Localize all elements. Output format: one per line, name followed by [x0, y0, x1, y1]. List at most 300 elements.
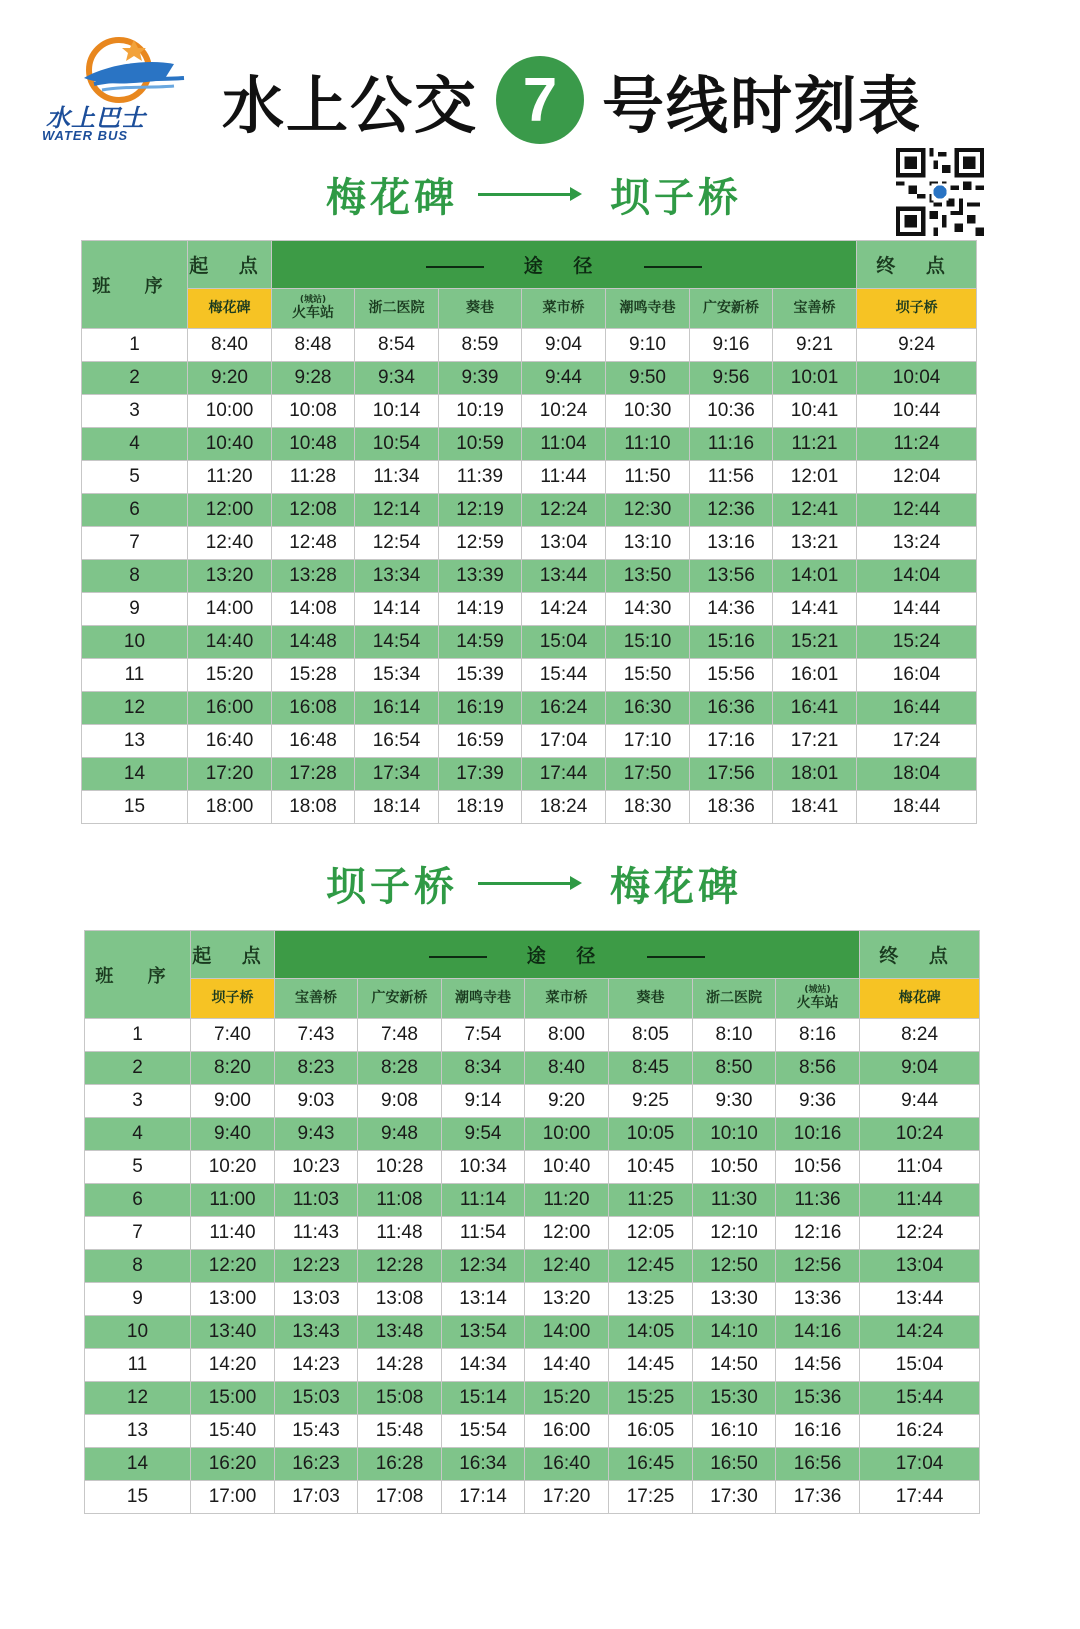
time-cell: 13:04: [860, 1250, 980, 1283]
time-cell: 12:24: [522, 494, 606, 527]
time-cell: 17:00: [191, 1481, 275, 1514]
time-cell: 14:24: [860, 1316, 980, 1349]
time-cell: 14:56: [776, 1349, 860, 1382]
time-cell: 13:56: [690, 560, 773, 593]
trip-number-cell: 1: [82, 329, 188, 362]
time-cell: 14:50: [693, 1349, 776, 1382]
time-cell: 9:16: [690, 329, 773, 362]
time-cell: 14:20: [191, 1349, 275, 1382]
time-cell: 10:23: [275, 1151, 358, 1184]
time-cell: 16:08: [272, 692, 355, 725]
station-header: [857, 289, 977, 329]
time-cell: 14:16: [776, 1316, 860, 1349]
time-cell: 7:54: [442, 1019, 525, 1052]
time-cell: 12:54: [355, 527, 439, 560]
table-row: [82, 791, 977, 824]
time-cell: 13:08: [358, 1283, 442, 1316]
table-row: [82, 659, 977, 692]
table-row: [82, 494, 977, 527]
station-header: [606, 289, 690, 329]
time-cell: 15:44: [860, 1382, 980, 1415]
title-left: 水上公交: [222, 68, 479, 142]
time-cell: 11:25: [609, 1184, 693, 1217]
time-cell: 18:36: [690, 791, 773, 824]
time-cell: 12:19: [439, 494, 522, 527]
time-cell: 16:00: [188, 692, 272, 725]
table-row: [82, 593, 977, 626]
station-name: 菜市桥: [545, 989, 588, 1006]
time-cell: 13:30: [693, 1283, 776, 1316]
time-cell: 15:44: [522, 659, 606, 692]
time-cell: 14:48: [272, 626, 355, 659]
time-cell: 16:50: [693, 1448, 776, 1481]
time-cell: 12:45: [609, 1250, 693, 1283]
time-cell: 18:41: [773, 791, 857, 824]
time-cell: 12:48: [272, 527, 355, 560]
time-cell: 17:56: [690, 758, 773, 791]
via-header: [275, 931, 860, 979]
time-cell: 9:56: [690, 362, 773, 395]
time-cell: 10:41: [773, 395, 857, 428]
time-cell: 16:05: [609, 1415, 693, 1448]
time-cell: 15:04: [522, 626, 606, 659]
time-cell: 9:39: [439, 362, 522, 395]
time-cell: 11:10: [606, 428, 690, 461]
time-cell: 9:14: [442, 1085, 525, 1118]
time-cell: 9:50: [606, 362, 690, 395]
table-row: [85, 1349, 980, 1382]
start-header: 起 点: [191, 931, 275, 979]
table-row: [85, 1052, 980, 1085]
time-cell: 14:28: [358, 1349, 442, 1382]
time-cell: 11:39: [439, 461, 522, 494]
time-cell: 9:40: [191, 1118, 275, 1151]
time-cell: 11:36: [776, 1184, 860, 1217]
time-cell: 8:48: [272, 329, 355, 362]
time-cell: 17:14: [442, 1481, 525, 1514]
time-cell: 18:04: [857, 758, 977, 791]
time-cell: 18:30: [606, 791, 690, 824]
time-cell: 9:30: [693, 1085, 776, 1118]
time-cell: 14:59: [439, 626, 522, 659]
time-cell: 13:14: [442, 1283, 525, 1316]
time-cell: 15:54: [442, 1415, 525, 1448]
time-cell: 12:40: [525, 1250, 609, 1283]
time-cell: 13:16: [690, 527, 773, 560]
trip-number-cell: 8: [85, 1250, 191, 1283]
trip-number-cell: 14: [82, 758, 188, 791]
time-cell: 14:41: [773, 593, 857, 626]
time-cell: 7:40: [191, 1019, 275, 1052]
time-cell: 10:40: [525, 1151, 609, 1184]
station-name: 坝子桥: [211, 989, 254, 1006]
time-cell: 12:30: [606, 494, 690, 527]
time-cell: 13:40: [191, 1316, 275, 1349]
table-row: [82, 395, 977, 428]
time-cell: 10:44: [857, 395, 977, 428]
time-cell: 12:56: [776, 1250, 860, 1283]
station-header: [522, 289, 606, 329]
seq-header: 班 序: [82, 241, 188, 329]
time-cell: 13:24: [857, 527, 977, 560]
time-cell: 12:24: [860, 1217, 980, 1250]
time-cell: 16:40: [188, 725, 272, 758]
trip-number-cell: 9: [82, 593, 188, 626]
time-cell: 15:24: [857, 626, 977, 659]
table-row: [85, 1382, 980, 1415]
time-cell: 11:28: [272, 461, 355, 494]
time-cell: 15:43: [275, 1415, 358, 1448]
time-cell: 18:00: [188, 791, 272, 824]
time-cell: 13:21: [773, 527, 857, 560]
time-cell: 8:59: [439, 329, 522, 362]
via-dash-right: [647, 956, 705, 958]
time-cell: 16:45: [609, 1448, 693, 1481]
time-cell: 12:44: [857, 494, 977, 527]
time-cell: 15:39: [439, 659, 522, 692]
time-cell: 13:20: [525, 1283, 609, 1316]
table-row: [82, 461, 977, 494]
time-cell: 16:00: [525, 1415, 609, 1448]
station-name: 潮鸣寺巷: [455, 989, 511, 1006]
time-cell: 15:20: [525, 1382, 609, 1415]
timetable-direction-2: [84, 930, 980, 1514]
route-arrow-icon: [478, 193, 578, 196]
time-cell: 18:19: [439, 791, 522, 824]
time-cell: 12:10: [693, 1217, 776, 1250]
time-cell: 9:21: [773, 329, 857, 362]
seq-header: 班 序: [85, 931, 191, 1019]
table-row: [85, 1415, 980, 1448]
table-row: [85, 1316, 980, 1349]
time-cell: 10:10: [693, 1118, 776, 1151]
station-header: [439, 289, 522, 329]
time-cell: 9:20: [525, 1085, 609, 1118]
station-name: 浙二医院: [368, 299, 425, 316]
station-sub-label: (城站): [804, 984, 831, 995]
time-cell: 11:04: [522, 428, 606, 461]
time-cell: 17:30: [693, 1481, 776, 1514]
trip-number-cell: 10: [85, 1316, 191, 1349]
time-cell: 17:16: [690, 725, 773, 758]
time-cell: 13:54: [442, 1316, 525, 1349]
time-cell: 17:03: [275, 1481, 358, 1514]
time-cell: 18:14: [355, 791, 439, 824]
trip-number-cell: 11: [85, 1349, 191, 1382]
time-cell: 13:50: [606, 560, 690, 593]
time-cell: 13:28: [272, 560, 355, 593]
station-name: 葵巷: [466, 299, 494, 316]
time-cell: 17:44: [522, 758, 606, 791]
trip-number-cell: 11: [82, 659, 188, 692]
trip-number-cell: 12: [85, 1382, 191, 1415]
station-name: 广安新桥: [703, 299, 759, 316]
time-cell: 9:34: [355, 362, 439, 395]
time-cell: 13:48: [358, 1316, 442, 1349]
station-header: [358, 979, 442, 1019]
trip-number-cell: 13: [85, 1415, 191, 1448]
boat-icon: [24, 28, 194, 108]
table-row: [82, 626, 977, 659]
table-row: [85, 1283, 980, 1316]
time-cell: 11:16: [690, 428, 773, 461]
trip-number-cell: 8: [82, 560, 188, 593]
time-cell: 10:00: [188, 395, 272, 428]
time-cell: 12:01: [773, 461, 857, 494]
time-cell: 11:20: [525, 1184, 609, 1217]
time-cell: 13:34: [355, 560, 439, 593]
time-cell: 15:36: [776, 1382, 860, 1415]
time-cell: 17:10: [606, 725, 690, 758]
trip-number-cell: 3: [82, 395, 188, 428]
time-cell: 15:14: [442, 1382, 525, 1415]
station-sub-label: (城站): [299, 294, 327, 305]
time-cell: 15:03: [275, 1382, 358, 1415]
time-cell: 8:45: [609, 1052, 693, 1085]
time-cell: 15:30: [693, 1382, 776, 1415]
time-cell: 10:14: [355, 395, 439, 428]
time-cell: 17:44: [860, 1481, 980, 1514]
time-cell: 16:24: [522, 692, 606, 725]
time-cell: 13:25: [609, 1283, 693, 1316]
time-cell: 8:40: [525, 1052, 609, 1085]
station-header: [275, 979, 358, 1019]
table-row: [85, 1217, 980, 1250]
time-cell: 15:56: [690, 659, 773, 692]
time-cell: 12:50: [693, 1250, 776, 1283]
route-from: 坝子桥: [326, 863, 458, 910]
time-cell: 16:40: [525, 1448, 609, 1481]
time-cell: 17:04: [860, 1448, 980, 1481]
time-cell: 16:34: [442, 1448, 525, 1481]
time-cell: 17:36: [776, 1481, 860, 1514]
station-header-row: [82, 289, 977, 329]
time-cell: 11:24: [857, 428, 977, 461]
time-cell: 15:04: [860, 1349, 980, 1382]
time-cell: 15:20: [188, 659, 272, 692]
time-cell: 12:36: [690, 494, 773, 527]
time-cell: 13:10: [606, 527, 690, 560]
time-cell: 14:23: [275, 1349, 358, 1382]
time-cell: 10:16: [776, 1118, 860, 1151]
route-from: 梅花碑: [326, 174, 458, 221]
time-cell: 11:08: [358, 1184, 442, 1217]
station-header: [609, 979, 693, 1019]
station-name: 宝善桥: [793, 299, 836, 316]
time-cell: 11:00: [191, 1184, 275, 1217]
time-cell: 13:39: [439, 560, 522, 593]
time-cell: 10:19: [439, 395, 522, 428]
time-cell: 11:44: [522, 461, 606, 494]
trip-number-cell: 1: [85, 1019, 191, 1052]
time-cell: 17:20: [525, 1481, 609, 1514]
table-row: [85, 1019, 980, 1052]
time-cell: 12:14: [355, 494, 439, 527]
end-header: 终 点: [857, 241, 977, 289]
time-cell: 11:50: [606, 461, 690, 494]
trip-number-cell: 6: [82, 494, 188, 527]
time-cell: 16:28: [358, 1448, 442, 1481]
time-cell: 15:28: [272, 659, 355, 692]
via-label: 途 径: [526, 945, 608, 967]
logo-chinese-text: 水上巴士: [46, 103, 146, 132]
via-dash-right: [644, 266, 702, 268]
time-cell: 14:10: [693, 1316, 776, 1349]
time-cell: 15:00: [191, 1382, 275, 1415]
time-cell: 9:44: [860, 1085, 980, 1118]
time-cell: 17:39: [439, 758, 522, 791]
time-cell: 10:01: [773, 362, 857, 395]
time-cell: 10:54: [355, 428, 439, 461]
time-cell: 14:05: [609, 1316, 693, 1349]
time-cell: 14:40: [188, 626, 272, 659]
time-cell: 9:04: [522, 329, 606, 362]
time-cell: 9:04: [860, 1052, 980, 1085]
start-header: 起 点: [188, 241, 272, 289]
time-cell: 8:40: [188, 329, 272, 362]
time-cell: 8:05: [609, 1019, 693, 1052]
water-bus-logo: [24, 28, 194, 143]
station-header: [776, 979, 860, 1019]
time-cell: 11:56: [690, 461, 773, 494]
time-cell: 16:14: [355, 692, 439, 725]
time-cell: 15:16: [690, 626, 773, 659]
time-cell: 13:44: [860, 1283, 980, 1316]
time-cell: 10:28: [358, 1151, 442, 1184]
time-cell: 11:21: [773, 428, 857, 461]
trip-number-cell: 2: [82, 362, 188, 395]
time-cell: 16:48: [272, 725, 355, 758]
time-cell: 8:00: [525, 1019, 609, 1052]
time-cell: 11:40: [191, 1217, 275, 1250]
table-row: [82, 527, 977, 560]
time-cell: 16:30: [606, 692, 690, 725]
time-cell: 8:28: [358, 1052, 442, 1085]
time-cell: 13:00: [191, 1283, 275, 1316]
title-right: 号线时刻表: [602, 68, 923, 142]
via-header: [272, 241, 857, 289]
time-cell: 9:48: [358, 1118, 442, 1151]
time-cell: 13:03: [275, 1283, 358, 1316]
time-cell: 10:48: [272, 428, 355, 461]
station-header-row: [85, 979, 980, 1019]
time-cell: 8:50: [693, 1052, 776, 1085]
time-cell: 16:56: [776, 1448, 860, 1481]
trip-number-cell: 10: [82, 626, 188, 659]
time-cell: 14:14: [355, 593, 439, 626]
time-cell: 10:04: [857, 362, 977, 395]
station-name: 葵巷: [636, 989, 665, 1006]
station-name: 梅花碑: [208, 299, 251, 316]
trip-number-cell: 5: [82, 461, 188, 494]
logo-english-text: WATER BUS: [42, 128, 129, 143]
time-cell: 12:40: [188, 527, 272, 560]
time-cell: 16:59: [439, 725, 522, 758]
time-cell: 14:00: [188, 593, 272, 626]
trip-number-cell: 5: [85, 1151, 191, 1184]
time-cell: 15:08: [358, 1382, 442, 1415]
time-cell: 12:59: [439, 527, 522, 560]
table-row: [85, 1151, 980, 1184]
time-cell: 11:48: [358, 1217, 442, 1250]
station-header: [191, 979, 275, 1019]
time-cell: 9:08: [358, 1085, 442, 1118]
time-cell: 11:30: [693, 1184, 776, 1217]
time-cell: 17:25: [609, 1481, 693, 1514]
time-cell: 12:00: [188, 494, 272, 527]
station-header: [272, 289, 355, 329]
time-cell: 9:00: [191, 1085, 275, 1118]
line-number-badge: 7: [496, 56, 584, 144]
time-cell: 8:54: [355, 329, 439, 362]
timetable-direction-1: [81, 240, 977, 824]
time-cell: 13:43: [275, 1316, 358, 1349]
station-header: [860, 979, 980, 1019]
time-cell: 12:05: [609, 1217, 693, 1250]
time-cell: 7:43: [275, 1019, 358, 1052]
time-cell: 14:04: [857, 560, 977, 593]
route-direction-1: [0, 166, 1080, 222]
time-cell: 9:03: [275, 1085, 358, 1118]
page-title: [222, 55, 922, 145]
time-cell: 8:34: [442, 1052, 525, 1085]
table-row: [85, 1448, 980, 1481]
trip-number-cell: 2: [85, 1052, 191, 1085]
time-cell: 14:40: [525, 1349, 609, 1382]
time-cell: 10:56: [776, 1151, 860, 1184]
route-direction-2: [0, 855, 1080, 911]
via-dash-left: [429, 956, 487, 958]
time-cell: 11:20: [188, 461, 272, 494]
time-cell: 17:50: [606, 758, 690, 791]
trip-number-cell: 4: [85, 1118, 191, 1151]
station-name: 宝善桥: [295, 989, 337, 1006]
time-cell: 17:24: [857, 725, 977, 758]
trip-number-cell: 13: [82, 725, 188, 758]
station-header: [693, 979, 776, 1019]
time-cell: 8:20: [191, 1052, 275, 1085]
end-header: 终 点: [860, 931, 980, 979]
trip-number-cell: 3: [85, 1085, 191, 1118]
time-cell: 16:10: [693, 1415, 776, 1448]
time-cell: 9:25: [609, 1085, 693, 1118]
trip-number-cell: 15: [82, 791, 188, 824]
station-header: [442, 979, 525, 1019]
time-cell: 16:16: [776, 1415, 860, 1448]
time-cell: 16:20: [191, 1448, 275, 1481]
station-header: [355, 289, 439, 329]
station-header: [690, 289, 773, 329]
time-cell: 16:19: [439, 692, 522, 725]
time-cell: 13:36: [776, 1283, 860, 1316]
station-name: 火车站: [292, 304, 334, 321]
trip-number-cell: 6: [85, 1184, 191, 1217]
time-cell: 16:23: [275, 1448, 358, 1481]
time-cell: 13:44: [522, 560, 606, 593]
time-cell: 14:30: [606, 593, 690, 626]
route-arrow-icon: [478, 882, 578, 885]
time-cell: 15:21: [773, 626, 857, 659]
table-row: [82, 329, 977, 362]
time-cell: 14:24: [522, 593, 606, 626]
time-cell: 8:16: [776, 1019, 860, 1052]
station-header: [188, 289, 272, 329]
route-to: 坝子桥: [610, 174, 742, 221]
table-row: [85, 1118, 980, 1151]
time-cell: 8:23: [275, 1052, 358, 1085]
time-cell: 16:36: [690, 692, 773, 725]
time-cell: 9:44: [522, 362, 606, 395]
